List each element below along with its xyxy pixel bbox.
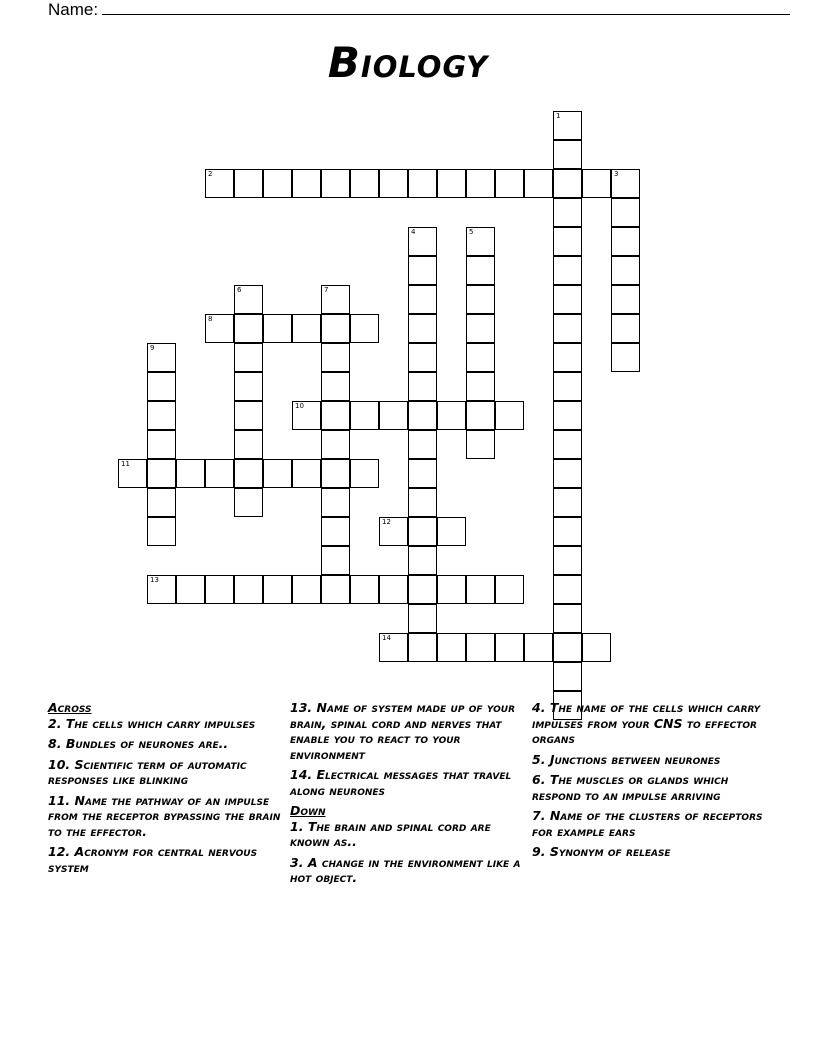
crossword-cell[interactable] [234, 285, 263, 314]
crossword-cell[interactable] [147, 430, 176, 459]
crossword-cell[interactable] [553, 604, 582, 633]
cell-number: 13 [150, 576, 159, 584]
crossword-cell[interactable] [553, 372, 582, 401]
cell-number: 14 [382, 634, 391, 642]
crossword-cell[interactable] [466, 314, 495, 343]
crossword-cell[interactable] [553, 169, 582, 198]
clue-down-7: 7. Name of the clusters of receptors for example ears [532, 808, 763, 839]
crossword-cell[interactable] [234, 343, 263, 372]
crossword-cell[interactable] [147, 372, 176, 401]
crossword-cell[interactable] [321, 488, 350, 517]
cell-number: 10 [295, 402, 304, 410]
crossword-cell[interactable] [553, 575, 582, 604]
crossword-cell[interactable] [553, 314, 582, 343]
crossword-cell[interactable] [553, 633, 582, 662]
crossword-cell[interactable] [321, 343, 350, 372]
crossword-cell[interactable] [408, 459, 437, 488]
page-title: Biology [327, 38, 489, 87]
crossword-cell[interactable] [118, 459, 147, 488]
crossword-cell[interactable] [147, 575, 176, 604]
crossword-cell[interactable] [553, 198, 582, 227]
crossword-cell[interactable] [466, 633, 495, 662]
crossword-cell[interactable] [350, 575, 379, 604]
crossword-cell[interactable] [234, 430, 263, 459]
crossword-cell[interactable] [321, 314, 350, 343]
crossword-cell[interactable] [147, 343, 176, 372]
crossword-cell[interactable] [292, 575, 321, 604]
crossword-cell[interactable] [553, 256, 582, 285]
crossword-cell[interactable] [147, 517, 176, 546]
crossword-cell[interactable] [553, 488, 582, 517]
crossword-cell[interactable] [611, 256, 640, 285]
crossword-cell[interactable] [379, 517, 408, 546]
crossword-cell[interactable] [466, 169, 495, 198]
crossword-cell[interactable] [408, 401, 437, 430]
cell-number: 6 [237, 286, 242, 294]
crossword-cell[interactable] [321, 285, 350, 314]
crossword-cell[interactable] [350, 169, 379, 198]
crossword-cell[interactable] [553, 285, 582, 314]
crossword-cell[interactable] [553, 140, 582, 169]
crossword-cell[interactable] [553, 546, 582, 575]
clue-down-1: 1. The brain and spinal cord are known as.. [290, 818, 491, 849]
crossword-cell[interactable] [437, 401, 466, 430]
crossword-cell[interactable] [205, 575, 234, 604]
crossword-cell[interactable] [350, 401, 379, 430]
crossword-cell[interactable] [408, 488, 437, 517]
crossword-cell[interactable] [263, 459, 292, 488]
crossword-cell[interactable] [611, 343, 640, 372]
cell-number: 11 [121, 460, 130, 468]
crossword-cell[interactable] [611, 227, 640, 256]
crossword-cell[interactable] [466, 401, 495, 430]
clue-across-11: 11. Name the pathway of an impulse from the receptor bypassing the brain to the effector. [48, 792, 281, 839]
cell-number: 8 [208, 315, 213, 323]
crossword-cell[interactable] [321, 575, 350, 604]
crossword-cell[interactable] [379, 575, 408, 604]
crossword-cell[interactable] [292, 401, 321, 430]
crossword-cell[interactable] [321, 546, 350, 575]
crossword-cell[interactable] [263, 169, 292, 198]
clue-across-14: 14. Electrical messages that travel along neurones [290, 767, 512, 798]
crossword-cell[interactable] [553, 459, 582, 488]
crossword-cell[interactable] [147, 459, 176, 488]
cell-number: 4 [411, 228, 416, 236]
crossword-cell[interactable] [466, 575, 495, 604]
crossword-cell[interactable] [437, 575, 466, 604]
crossword-cell[interactable] [205, 459, 234, 488]
crossword-cell[interactable] [234, 372, 263, 401]
clue-across-8: 8. Bundles of neurones are.. [48, 736, 229, 751]
crossword-cell[interactable] [611, 198, 640, 227]
crossword-cell[interactable] [611, 314, 640, 343]
crossword-cell[interactable] [408, 517, 437, 546]
crossword-cell[interactable] [234, 401, 263, 430]
crossword-cell[interactable] [408, 604, 437, 633]
crossword-cell[interactable] [176, 575, 205, 604]
clue-across-2: 2. The cells which carry impulses [48, 715, 256, 731]
clue-across-10: 10. Scientific term of automatic responses like blinking [48, 756, 247, 787]
crossword-cell[interactable] [437, 633, 466, 662]
clue-down-9: 9. Synonym of release [532, 844, 671, 859]
crossword-cell[interactable] [408, 256, 437, 285]
crossword-cell[interactable] [553, 227, 582, 256]
clue-across-12: 12. Acronym for central nervous system [48, 844, 258, 875]
crossword-cell[interactable] [466, 227, 495, 256]
crossword-cell[interactable] [263, 575, 292, 604]
cell-number: 1 [556, 112, 561, 120]
clues-column-2 [290, 700, 530, 891]
crossword-cell[interactable] [611, 285, 640, 314]
crossword-cell[interactable] [321, 169, 350, 198]
name-label: Name: [48, 0, 99, 19]
crossword-cell[interactable] [582, 169, 611, 198]
crossword-cell[interactable] [495, 633, 524, 662]
crossword-cell[interactable] [292, 169, 321, 198]
crossword-cell[interactable] [466, 343, 495, 372]
crossword-cell[interactable] [553, 662, 582, 691]
crossword-cell[interactable] [263, 314, 292, 343]
crossword-cell[interactable] [408, 546, 437, 575]
crossword-cell[interactable] [379, 169, 408, 198]
crossword-cell[interactable] [408, 285, 437, 314]
crossword-cell[interactable] [379, 401, 408, 430]
crossword-cell[interactable] [553, 517, 582, 546]
crossword-cell[interactable] [466, 372, 495, 401]
crossword-cell[interactable] [553, 343, 582, 372]
crossword-cell[interactable] [147, 401, 176, 430]
crossword-cell[interactable] [350, 314, 379, 343]
crossword-cell[interactable] [466, 430, 495, 459]
crossword-cell[interactable] [408, 314, 437, 343]
crossword-cell[interactable] [292, 459, 321, 488]
crossword-cell[interactable] [553, 430, 582, 459]
crossword-cell[interactable] [147, 488, 176, 517]
clue-across-13: 13. Name of system made up of your brain, spinal cord and nerves that enable you to react to your environment [290, 700, 516, 762]
crossword-cell[interactable] [553, 111, 582, 140]
crossword-cell[interactable] [176, 459, 205, 488]
crossword-cell[interactable] [350, 459, 379, 488]
crossword-cell[interactable] [321, 372, 350, 401]
crossword-cell[interactable] [611, 169, 640, 198]
crossword-cell[interactable] [321, 401, 350, 430]
crossword-cell[interactable] [234, 575, 263, 604]
crossword-cell[interactable] [205, 314, 234, 343]
clue-down-3: 3. A change in the environment like a hot object. [290, 854, 521, 885]
crossword-cell[interactable] [495, 575, 524, 604]
crossword-cell[interactable] [495, 169, 524, 198]
across-heading: Across [48, 700, 92, 715]
crossword-cell[interactable] [466, 256, 495, 285]
crossword-cell[interactable] [321, 459, 350, 488]
crossword-cell[interactable] [524, 169, 553, 198]
crossword-cell[interactable] [582, 633, 611, 662]
clues-column-3 [532, 700, 772, 865]
cell-number: 12 [382, 518, 391, 526]
crossword-cell[interactable] [292, 314, 321, 343]
down-heading: Down [290, 803, 326, 818]
crossword-cell[interactable] [379, 633, 408, 662]
crossword-cell[interactable] [408, 430, 437, 459]
crossword-cell[interactable] [495, 401, 524, 430]
clue-down-5: 5. Junctions between neurones [532, 751, 721, 767]
crossword-cell[interactable] [234, 169, 263, 198]
crossword-cell[interactable] [437, 517, 466, 546]
clue-down-4: 4. The name of the cells which carry impulses from your CNS to effector organs [532, 700, 761, 746]
crossword-cell[interactable] [408, 343, 437, 372]
cell-number: 7 [324, 286, 329, 294]
cell-number: 2 [208, 170, 213, 178]
clue-down-6: 6. The muscles or glands which respond to an impulse arriving [532, 772, 729, 803]
crossword-cell[interactable] [408, 169, 437, 198]
crossword-cell[interactable] [408, 227, 437, 256]
crossword-cell[interactable] [437, 169, 466, 198]
cell-number: 9 [150, 344, 155, 352]
crossword-cell[interactable] [321, 517, 350, 546]
crossword-cell[interactable] [234, 314, 263, 343]
crossword-cell[interactable] [553, 401, 582, 430]
crossword-cell[interactable] [524, 633, 553, 662]
crossword-cell[interactable] [205, 169, 234, 198]
crossword-cell[interactable] [408, 575, 437, 604]
clues-column-1 [48, 700, 288, 880]
crossword-cell[interactable] [234, 459, 263, 488]
cell-number: 5 [469, 228, 474, 236]
crossword-cell[interactable] [408, 372, 437, 401]
crossword-cell[interactable] [321, 430, 350, 459]
crossword-cell[interactable] [408, 633, 437, 662]
cell-number: 3 [614, 170, 619, 178]
crossword-cell[interactable] [234, 488, 263, 517]
crossword-cell[interactable] [466, 285, 495, 314]
